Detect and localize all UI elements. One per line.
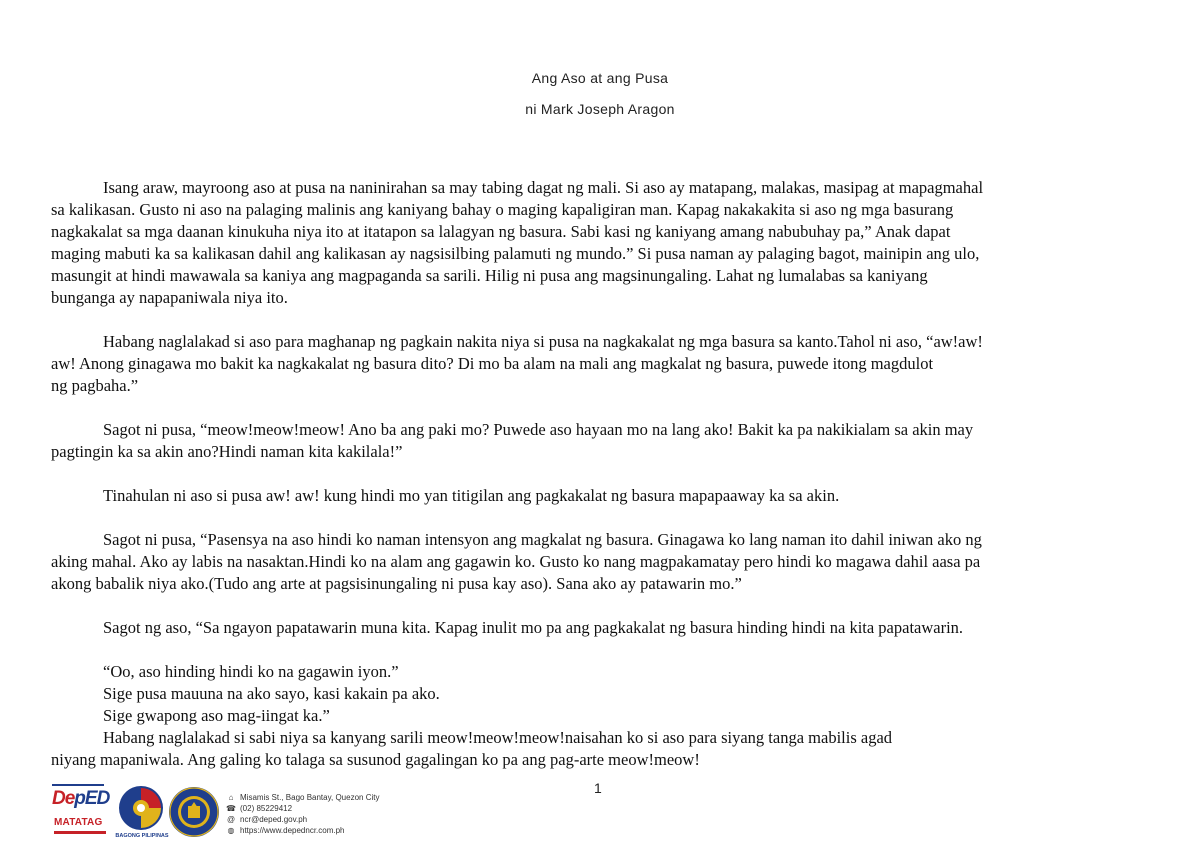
text-line: aw! Anong ginagawa mo bakit ka nagkakalat ng basura dito? Di mo ba alam na mali ang magkalat ng basura, puwede itong magdulot xyxy=(51,354,934,373)
text-line: ng pagbaha.” xyxy=(51,376,139,395)
paragraph-1 xyxy=(51,177,1141,309)
deped-wordmark-b: pED xyxy=(74,788,110,809)
contact-email xyxy=(226,814,379,825)
paragraph-5 xyxy=(51,529,1141,595)
story-body xyxy=(51,177,1141,771)
deped-seal-icon xyxy=(168,786,220,838)
paragraph-4 xyxy=(51,485,1141,507)
deped-wordmark-a: De xyxy=(52,788,75,809)
matatag-tagline: MATATAG xyxy=(54,817,103,828)
text-line: Sagot ng aso, “Sa ngayon papatawarin muna kita. Kapag inulit mo pa ang pagkakalat ng basura hinding hindi na kita papatawarin. xyxy=(103,618,964,637)
text-line: “Oo, aso hinding hindi ko na gagawin iyon.” xyxy=(103,662,399,681)
logo-bar xyxy=(52,784,104,786)
email-icon: @ xyxy=(226,815,236,824)
text-line: aking mahal. Ako ay labis na nasaktan.Hindi ko na alam ang gagawin ko. Gusto ko nang magpakamatay pero hindi ko magawa dahil aasa pa xyxy=(51,552,981,571)
contact-website-text: https://www.depedncr.com.ph xyxy=(240,826,345,835)
phone-icon: ☎ xyxy=(226,804,236,813)
deped-wordmark xyxy=(52,788,109,810)
paragraph-6 xyxy=(51,617,1141,639)
text-line: Habang naglalakad si sabi niya sa kanyang sarili meow!meow!meow!naisahan ko si aso para siyang tanga mabilis agad xyxy=(103,728,893,747)
deped-seal xyxy=(168,786,220,838)
contact-address xyxy=(226,792,379,803)
bagong-pilipinas-logo xyxy=(115,784,169,842)
bagong-pilipinas-emblem-icon xyxy=(116,784,166,832)
footer xyxy=(50,784,450,844)
text-line: Isang araw, mayroong aso at pusa na naninirahan sa may tabing dagat ng mali. Si aso ay matapang, malakas, masipag at mapagmahal xyxy=(103,178,984,197)
contact-phone-text: (02) 85229412 xyxy=(240,804,293,813)
closing-block xyxy=(51,661,1141,771)
text-line: Sagot ni pusa, “meow!meow!meow! Ano ba ang paki mo? Puwede aso hayaan mo na lang ako! Bakit ka pa nakikialam sa akin may xyxy=(103,420,974,439)
paragraph-3 xyxy=(51,419,1141,463)
contact-email-text: ncr@deped.gov.ph xyxy=(240,815,308,824)
contact-phone xyxy=(226,803,379,814)
paragraph-2 xyxy=(51,331,1141,397)
contact-website xyxy=(226,825,379,836)
page-number: 1 xyxy=(594,780,602,796)
bagong-pilipinas-caption: BAGONG PILIPINAS xyxy=(115,833,169,839)
text-line: Sagot ni pusa, “Pasensya na aso hindi ko naman intensyon ang magkalat ng basura. Ginagawa ko lang naman ito dahil iniwan ako ng xyxy=(103,530,982,549)
contact-info xyxy=(226,792,379,836)
text-line: pagtingin ka sa akin ano?Hindi naman kita kakilala!” xyxy=(51,442,403,461)
document-title: Ang Aso at ang Pusa xyxy=(531,70,669,86)
text-line: maging mabuti ka sa kalikasan dahil ang kalikasan ay nagsisilbing palamuti ng mundo.” Si pusa naman ay palaging bagot, mainipin ang ulo, xyxy=(51,244,980,263)
text-line: Habang naglalakad si aso para maghanap ng pagkain nakita niya si pusa na nagkakalat ng mga basura sa kanto.Tahol ni aso, “aw!aw! xyxy=(103,332,983,351)
deped-logo xyxy=(52,788,108,838)
text-line: nagkakalat sa mga daanan kinukuha niya ito at itatapon sa lalagyan ng basura. Sabi kasi ng kaniyang amang nabubuhay pa,” Anak dapat xyxy=(51,222,951,241)
location-icon: ⌂ xyxy=(228,793,234,802)
text-line: Sige gwapong aso mag-iingat ka.” xyxy=(103,706,330,725)
text-line: bunganga ay napapaniwala niya ito. xyxy=(51,288,288,307)
logo-underline xyxy=(54,831,106,834)
text-line: niyang mapaniwala. Ang galing ko talaga sa susunod gagalingan ko pa ang pag-arte meow!meow! xyxy=(51,750,700,769)
text-line: akong babalik niya ako.(Tudo ang arte at pagsisinungaling ni pusa kay aso). Sana ako ay patawarin mo.” xyxy=(51,574,742,593)
text-line: Sige pusa mauuna na ako sayo, kasi kakain pa ako. xyxy=(103,684,440,703)
globe-icon: ◍ xyxy=(227,826,235,835)
contact-address-text: Misamis St., Bago Bantay, Quezon City xyxy=(240,793,380,802)
text-line: Tinahulan ni aso si pusa aw! aw! kung hindi mo yan titigilan ang pagkakalat ng basura mapapaaway ka sa akin. xyxy=(103,486,840,505)
document-author: ni Mark Joseph Aragon xyxy=(525,101,675,117)
text-line: sa kalikasan. Gusto ni aso na palaging malinis ang kaniyang bahay o maging kapaligiran man. Kapag nakakakita si aso ng mga basurang xyxy=(51,200,954,219)
text-line: masungit at hindi mawawala sa kaniya ang magpaganda sa sarili. Hilig ni pusa ang magsinungaling. Lahat ng lumalabas sa kaniyang xyxy=(51,266,928,285)
